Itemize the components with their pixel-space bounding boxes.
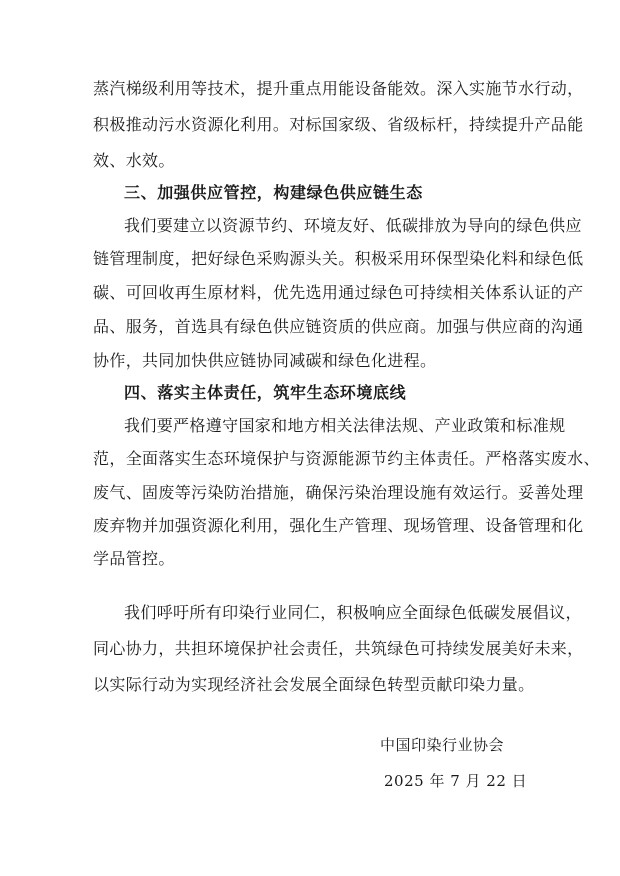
section-4-line-4: 废弃物并加强资源化利用，强化生产管理、现场管理、设备管理和化: [93, 516, 584, 535]
section-3-heading: 三、加强供应管控，构建绿色供应链生态: [124, 183, 423, 202]
intro-line-2: 积极推动污水资源化利用。对标国家级、省级标杆，持续提升产品能: [93, 115, 584, 134]
section-3-line-2: 链管理制度，把好绿色采购源头关。积极采用环保型染化料和绿色低: [93, 249, 584, 268]
section-4-heading: 四、落实主体责任，筑牢生态环境底线: [124, 383, 407, 402]
intro-line-1: 蒸汽梯级利用等技术，提升重点用能设备能效。深入实施节水行动，: [93, 79, 584, 98]
section-4-line-1: 我们要严格遵守国家和地方相关法律法规、产业政策和标准规: [124, 416, 566, 435]
section-4-line-3: 废气、固废等污染防治措施，确保污染治理设施有效运行。妥善处理: [93, 483, 584, 502]
closing-line-2: 同心协力，共担环境保护社会责任，共筑绿色可持续发展美好未来，: [93, 639, 584, 658]
section-3-line-1: 我们要建立以资源节约、环境友好、低碳排放为导向的绿色供应: [124, 216, 582, 235]
closing-line-1: 我们呼吁所有印染行业同仁，积极响应全面绿色低碳发展倡议，: [124, 603, 582, 622]
signature-organization: 中国印染行业协会: [380, 736, 505, 754]
signature-date: 2025 年 7 月 22 日: [384, 772, 528, 790]
section-3-line-3: 碳、可回收再生原材料，优先选用通过绿色可持续相关体系认证的产: [93, 283, 584, 302]
closing-line-3: 以实际行动为实现经济社会发展全面绿色转型贡献印染力量。: [93, 675, 535, 694]
section-3-line-5: 协作，共同加快供应链协同减碳和绿色化进程。: [93, 351, 437, 370]
intro-line-3: 效、水效。: [93, 151, 175, 170]
section-4-line-5: 学品管控。: [93, 549, 175, 568]
section-3-line-4: 品、服务，首选具有绿色供应链资质的供应商。加强与供应商的沟通: [93, 317, 584, 336]
section-4-line-2: 范，全面落实生态环境保护与资源能源节约主体责任。严格落实废水、: [93, 449, 600, 468]
